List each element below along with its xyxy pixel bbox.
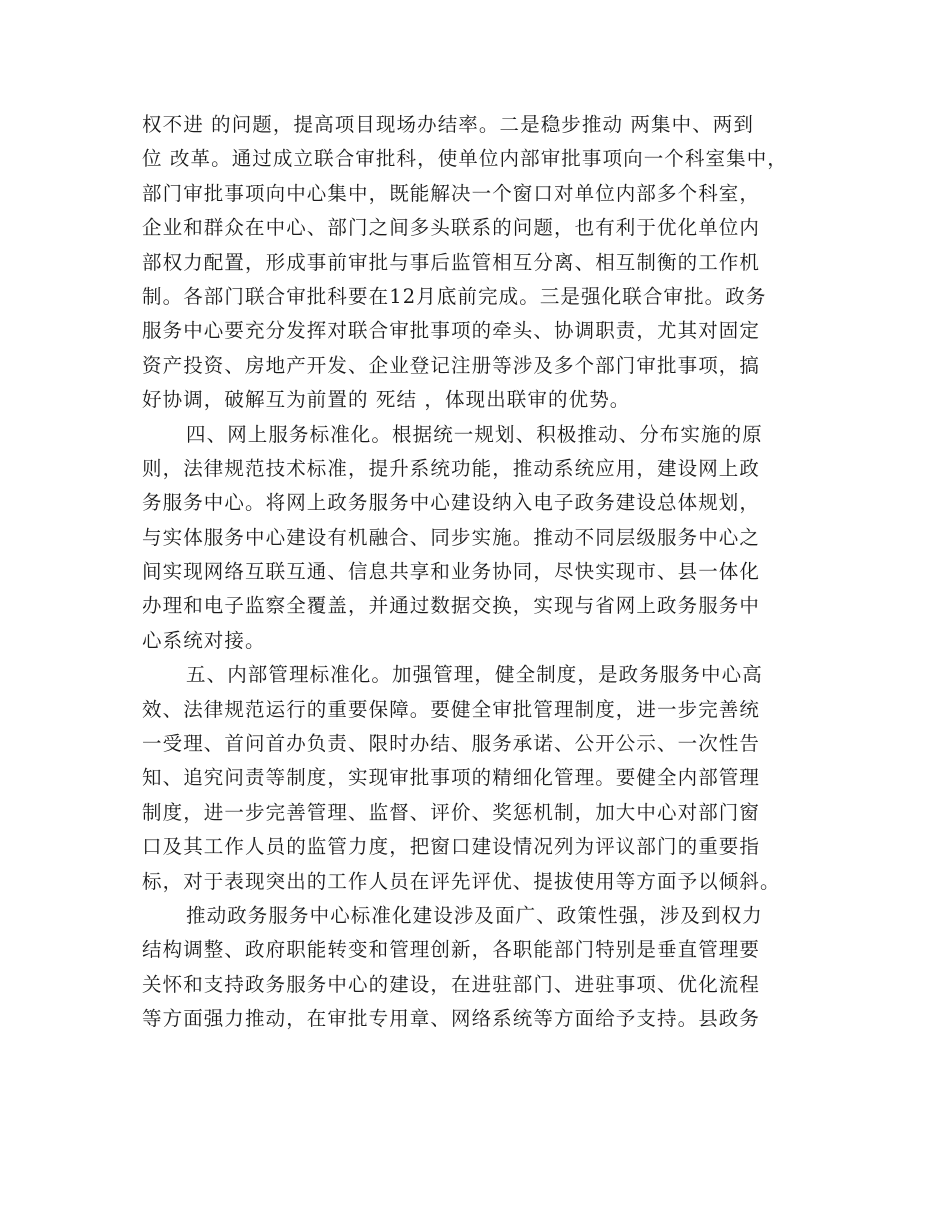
text-line: 部权力配置，形成事前审批与事后监管相互分离、相互制衡的工作机 [142,250,761,274]
text-line: 间实现网络互联互通、信息共享和业务协同，尽快实现市、县一体化 [142,560,761,584]
paragraph-start-line: 四、网上服务标准化。根据统一规划、积极推动、分布实施的原 [186,422,763,446]
text-line: 制。各部门联合审批科要在12月底前完成。三是强化联合审批。政务 [142,284,767,308]
text-line: 务服务中心。将网上政务服务中心建设纳入电子政务建设总体规划， [142,491,761,515]
text-line: 结构调整、政府职能转变和管理创新，各职能部门特别是垂直管理要 [142,938,761,962]
text-line: 心系统对接。 [142,628,266,652]
text-line: 等方面强力推动，在审批专用章、网络系统等方面给予支持。县政务 [142,1007,761,1031]
text-line: 资产投资、房地产开发、企业登记注册等涉及多个部门审批事项，搞 [142,353,761,377]
paragraph-start-line: 五、内部管理标准化。加强管理，健全制度，是政务服务中心高 [186,663,763,687]
text-line: 则，法律规范技术标准，提升系统功能，推动系统应用，建设网上政 [142,456,761,480]
body-text [142,108,807,1037]
text-line: 口及其工作人员的监管力度，把窗口建设情况列为评议部门的重要指 [142,835,761,859]
text-line: 制度，进一步完善管理、监督、评价、奖惩机制，加大中心对部门窗 [142,800,761,824]
text-line: 标，对于表现突出的工作人员在评先评优、提拔使用等方面予以倾斜。 [142,869,781,893]
text-line: 好协调，破解互为前置的 死结 ，体现出联审的优势。 [142,388,631,412]
text-line: 关怀和支持政务服务中心的建设，在进驻部门、进驻事项、优化流程 [142,972,761,996]
text-line: 效、法律规范运行的重要保障。要健全审批管理制度，进一步完善统 [142,697,761,721]
text-line: 位 改革。通过成立联合审批科，使单位内部审批事项向一个科室集中， [142,147,788,171]
text-line: 一受理、首问首办负责、限时办结、服务承诺、公开公示、一次性告 [142,732,761,756]
text-line: 知、追究问责等制度，实现审批事项的精细化管理。要健全内部管理 [142,766,761,790]
text-line: 办理和电子监察全覆盖，并通过数据交换，实现与省网上政务服务中 [142,594,761,618]
text-line: 与实体服务中心建设有机融合、同步实施。推动不同层级服务中心之 [142,525,761,549]
text-line: 部门审批事项向中心集中，既能解决一个窗口对单位内部多个科室， [142,181,761,205]
text-line: 企业和群众在中心、部门之间多头联系的问题，也有利于优化单位内 [142,216,761,240]
text-line: 权不进 的问题，提高项目现场办结率。二是稳步推动 两集中、两到 [142,113,754,136]
paragraph-start-line: 推动政务服务中心标准化建设涉及面广、政策性强，涉及到权力 [186,903,763,927]
text-line: 服务中心要充分发挥对联合审批事项的牵头、协调职责，尤其对固定 [142,319,761,343]
